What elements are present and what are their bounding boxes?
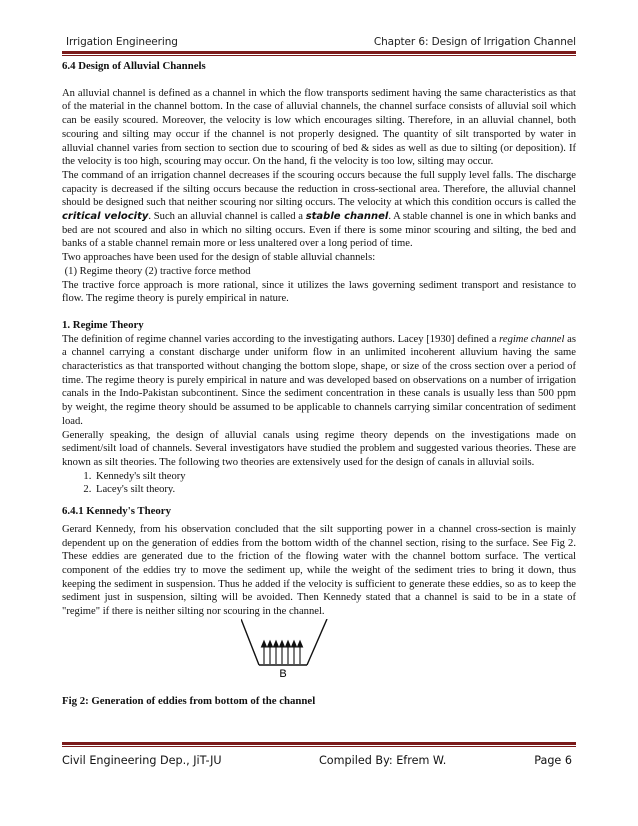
paragraph-tractive-force: The tractive force approach is more rational, since it utilizes the laws governing sediment transport and resistance to flow. The regime theory is purely empirical in nature. <box>62 279 576 305</box>
header-course-title: Irrigation Engineering <box>66 36 178 48</box>
term-critical-velocity: critical velocity <box>62 211 149 223</box>
paragraph-alluvial-definition: An alluvial channel is defined as a channel in which the flow transports sediment having the same characteristics as that of the material in the channel bottom. In the case of alluvial channels, the channel surface consists of alluvial soil which can be easily scoured. Moreover, the velocity is low which encourages silting. Therefore, in an alluvial channel, both scouring and silting may occur if the channel is not properly designed. The quantity of silt transported by water in alluvial channel varies from section to section due to scouring of bed & sides as well as due to silting (or deposition). If the velocity is too high, scouring may occur. On the hand, fi the velocity is too low, silting may occur. <box>62 87 576 168</box>
figure-eddies <box>62 619 576 695</box>
paragraph-kennedy: Gerard Kennedy, from his observation concluded that the silt supporting power in a channel cross-section is mainly dependent up on the generation of eddies from the bottom width of the channel section, rising to the surface. See Fig 2. These eddies are generated due to the friction of the flowing water with the channel bottom surface. The vertical component of the eddies try to move the sediment up, while the weight of the sediment tries to bring it down, thus keeping the sediment in suspension. Thus he added if the velocity is sufficient to generate these eddies, so as to keep the sediment just in suspension, silting will be avoided. Then Kennedy stated that a channel is said to be in a state of "regime" if there is neither silting nor scouring in the channel. <box>62 523 576 618</box>
paragraph-approach-list: (1) Regime theory (2) tractive force method <box>62 265 251 277</box>
footer-rule-thin <box>62 746 576 747</box>
paragraph-approaches: Two approaches have been used for the design of stable alluvial channels: <box>62 252 376 264</box>
term-stable-channel: stable channel <box>305 211 389 223</box>
bottom-width-label: B <box>279 667 287 680</box>
paragraph-regime-definition: The definition of regime channel varies according to the investigating authors. Lacey [1930] defined a regime channel as a channel carrying a constant discharge under uniform flow in an unlimited incoherent alluvium having the same characteristics as that transported without changing the bottom slope, shape, or size of the cross section over a period of time. The regime theory is purely empirical in nature and was developed based on observations on a number of irrigation canals in the Indo-Pakistan subcontinent. Since the sediment concentration in these canals is usually less than 500 ppm by weight, the regime theory should be assumed to be applicable to channels carrying similar concentration of sediment load. <box>62 333 576 427</box>
silt-theory-list <box>62 470 576 497</box>
footer-author: Compiled By: Efrem W. <box>319 754 447 767</box>
section-heading: 6.4 Design of Alluvial Channels <box>62 60 206 72</box>
paragraph-critical-velocity: The command of an irrigation channel decreases if the scouring occurs because the full supply level falls. The discharge capacity is decreased if the silting occurs because the reduction in cross-sectional area. Therefore, the alluvial channel should be designed such that neither scouring nor silting occurs. The velocity at which this condition occurs is called the critical velocity. Such an alluvial channel is called a stable channel. A stable channel is one in which banks and bed are not scoured and also in which no silting occurs. Even if there is some minor scouring and silting, the bed and banks of a stable channel remain more or less unaltered over a long period of time. <box>62 169 576 250</box>
header-rule-thin <box>62 55 576 56</box>
page-body <box>62 60 576 708</box>
footer-rule <box>62 742 576 745</box>
footer-department: Civil Engineering Dep., JiT-JU <box>62 754 222 767</box>
channel-left-bank <box>241 619 259 665</box>
term-regime-channel: regime channel <box>499 333 565 345</box>
channel-eddies-diagram <box>241 619 401 693</box>
header-chapter-title: Chapter 6: Design of Irrigation Channel <box>373 36 576 48</box>
page-header <box>62 34 576 52</box>
list-item: 2. Lacey's silt theory. <box>94 483 576 497</box>
list-item: 1. Kennedy's silt theory <box>94 470 576 484</box>
paragraph-silt-theories: Generally speaking, the design of alluvial canals using regime theory depends on the investigations made on sediment/silt load of channels. Several investigators have studied the problem and suggested various theories. These are known as silt theories. The following two theories are extensively used for the design of canals in alluvial soils. <box>62 429 576 468</box>
page-number: Page 6 <box>534 754 572 767</box>
kennedy-theory-heading: 6.4.1 Kennedy's Theory <box>62 505 171 518</box>
regime-theory-heading: 1. Regime Theory <box>62 318 144 331</box>
header-rule <box>62 51 576 54</box>
figure-caption: Fig 2: Generation of eddies from bottom of the channel <box>62 694 316 707</box>
eddy-arrows <box>262 641 303 664</box>
channel-right-bank <box>307 619 327 665</box>
